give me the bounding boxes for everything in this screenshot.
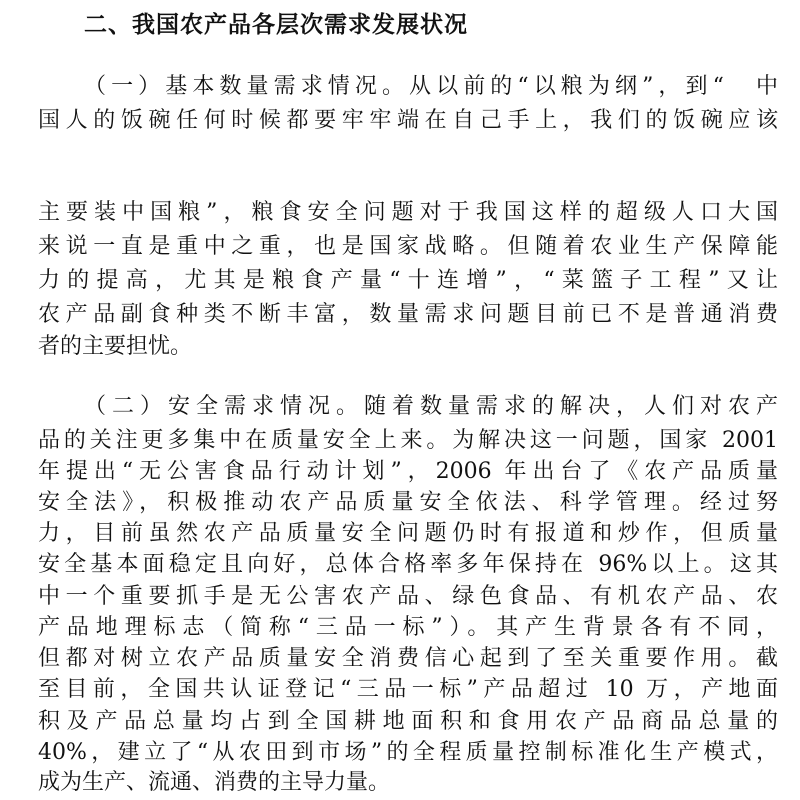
paragraph-2-line-11: 积及产品总量均占到全国耕地面积和食用农产品商品总量的 (38, 709, 778, 734)
paragraph-1-line-5: 力的提高，尤其是粮食产量“十连增”，“菜篮子工程”又让 (38, 268, 778, 293)
paragraph-1-line-2: 国人的饭碗任何时候都要牢牢端在自己手上，我们的饭碗应该 (38, 108, 778, 133)
paragraph-2-line-12: 40%，建立了“从农田到市场”的全程质量控制标准化生产模式， (38, 740, 778, 765)
paragraph-1-line-6: 农产品副食种类不断丰富，数量需求问题目前已不是普通消费 (38, 302, 778, 327)
paragraph-2-line-8: 产品地理标志（简称“三品一标”）。其产生背景各有不同， (38, 615, 778, 640)
paragraph-2-line-9: 但都对树立农产品质量安全消费信心起到了至关重要作用。截 (38, 646, 778, 671)
paragraph-2-line-6: 安全基本面稳定且向好，总体合格率多年保持在 96%以上。这其 (38, 552, 778, 577)
paragraph-1-line-7: 者的主要担忧。 (38, 334, 193, 359)
paragraph-2-line-2: 品的关注更多集中在质量安全上来。为解决这一问题，国家 2001 (38, 428, 778, 453)
section-heading: 二、我国农产品各层次需求发展状况 (84, 12, 468, 38)
paragraph-2-line-5: 力，目前虽然农产品质量安全问题仍时有报道和炒作，但质量 (38, 521, 778, 546)
paragraph-2-line-10: 至目前，全国共认证登记“三品一标”产品超过 10 万，产地面 (38, 677, 778, 702)
paragraph-2-line-13: 成为生产、流通、消费的主导力量。 (38, 770, 391, 795)
paragraph-1-line-1: （一）基本数量需求情况。从以前的“以粮为纲”，到“ 中 (84, 74, 778, 99)
paragraph-2-line-1: （二）安全需求情况。随着数量需求的解决，人们对农产 (84, 394, 778, 419)
paragraph-2-line-3: 年提出“无公害食品行动计划”，2006 年出台了《农产品质量 (38, 459, 778, 484)
paragraph-2-line-7: 中一个重要抓手是无公害农产品、绿色食品、有机农产品、农 (38, 584, 778, 609)
paragraph-1-line-4: 来说一直是重中之重，也是国家战略。但随着农业生产保障能 (38, 234, 778, 259)
paragraph-1-line-3: 主要装中国粮”，粮食安全问题对于我国这样的超级人口大国 (38, 200, 778, 225)
paragraph-2-line-4: 安全法》，积极推动农产品质量安全依法、科学管理。经过努 (38, 490, 778, 515)
